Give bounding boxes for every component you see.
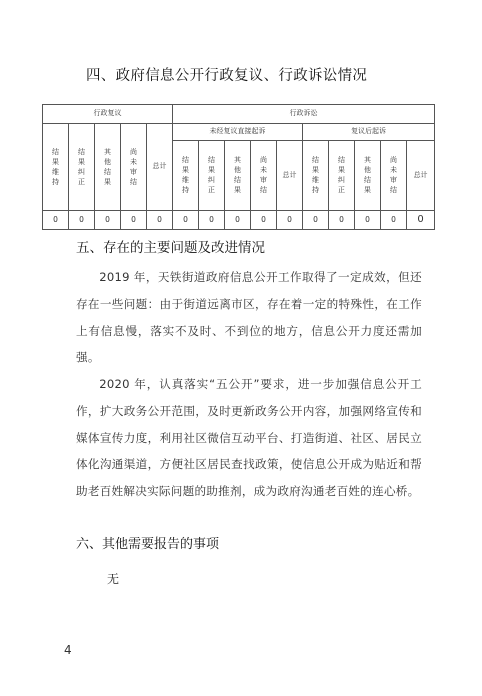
value-cell: 0 bbox=[303, 211, 329, 230]
value-cell: 0 bbox=[277, 211, 303, 230]
header-direct-other: 其他结果 bbox=[225, 141, 251, 211]
section-5-paragraph-2: 2020 年，认真落实“五公开”要求，进一步加强信息公开工作，扩大政务公开范围，及时更新政务公开内容，加强网络宣传和媒体宣传力度，利用社区微信互动平台、打造街道、社区、居民立体化沟通渠道，方便社区居民查找政策，使信息公开成为贴近和帮助老百姓解决实际问题的助推剂，成为政府沟通老百姓的连心桥。 bbox=[76, 377, 422, 499]
header-review-total: 总计 bbox=[147, 124, 173, 211]
value-cell: 0 bbox=[121, 211, 147, 230]
section-6-heading: 六、其他需要报告的事项 bbox=[76, 537, 220, 552]
header-direct-pending: 尚未审结 bbox=[251, 141, 277, 211]
section-6-content: 无 bbox=[107, 572, 120, 586]
value-cell: 0 bbox=[147, 211, 173, 230]
value-cell: 0 bbox=[69, 211, 95, 230]
section-4-heading: 四、政府信息公开行政复议、行政诉讼情况 bbox=[86, 68, 368, 84]
value-cell: 0 bbox=[173, 211, 199, 230]
value-cell: 0 bbox=[43, 211, 69, 230]
review-litigation-table bbox=[42, 104, 435, 230]
header-admin-litigation: 行政诉讼 bbox=[173, 105, 435, 124]
header-direct-upheld: 结果维持 bbox=[173, 141, 199, 211]
header-after-corrected: 结果纠正 bbox=[329, 141, 355, 211]
header-after-pending: 尚未审结 bbox=[381, 141, 407, 211]
section-5-paragraph-1: 2019 年，天铁街道政府信息公开工作取得了一定成效，但还存在一些问题：由于街道远离市区，存在着一定的特殊性，在工作上有信息慢，落实不及时、不到位的地方，信息公开力度还需加强。 bbox=[76, 270, 422, 365]
header-admin-review: 行政复议 bbox=[43, 105, 173, 124]
header-after-other: 其他结果 bbox=[355, 141, 381, 211]
header-direct-total: 总计 bbox=[277, 141, 303, 211]
header-sued-after-review: 复议后起诉 bbox=[303, 124, 435, 141]
value-cell: 0 bbox=[355, 211, 381, 230]
value-cell: 0 bbox=[251, 211, 277, 230]
value-cell: 0 bbox=[381, 211, 407, 230]
header-review-corrected: 结果纠正 bbox=[69, 124, 95, 211]
page-number: 4 bbox=[64, 643, 72, 657]
value-cell: 0 bbox=[225, 211, 251, 230]
value-cell: 0 bbox=[329, 211, 355, 230]
value-cell: 0 bbox=[199, 211, 225, 230]
value-cell: 0 bbox=[95, 211, 121, 230]
header-after-upheld: 结果维持 bbox=[303, 141, 329, 211]
header-after-total: 总计 bbox=[407, 141, 435, 211]
header-review-other: 其他结果 bbox=[95, 124, 121, 211]
section-5-heading: 五、存在的主要问题及改进情况 bbox=[76, 240, 265, 256]
value-cell: 0 bbox=[407, 211, 435, 230]
header-direct-corrected: 结果纠正 bbox=[199, 141, 225, 211]
header-review-upheld: 结果维持 bbox=[43, 124, 69, 211]
header-not-reviewed-sued: 未经复议直接起诉 bbox=[173, 124, 303, 141]
header-review-pending: 尚未审结 bbox=[121, 124, 147, 211]
